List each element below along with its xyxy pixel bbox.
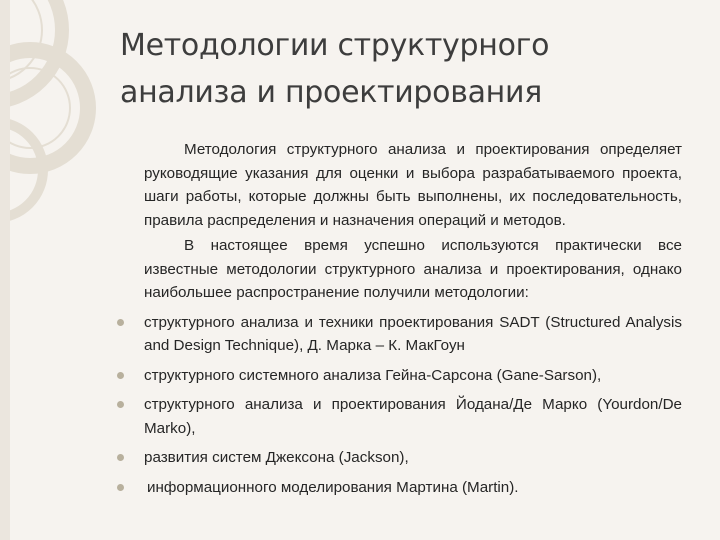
list-item xyxy=(144,476,682,500)
methodology-list xyxy=(144,311,682,500)
list-item-text: развития систем Джексона (Jackson), xyxy=(144,449,409,466)
list-item-text: структурного анализа и техники проектирования SADT (Structured Analysis and Design Technique), Д. Марка – К. МакГоун xyxy=(144,313,682,354)
list-item xyxy=(144,393,682,440)
list-item-text: структурного анализа и проектирования Йодана/Де Марко (Yourdon/De Marko), xyxy=(144,396,682,437)
intro-paragraph: Методология структурного анализа и проектирования определяет руководящие указания для оценки и выбора разрабатываемого проекта, шаги работы, которые должны быть выполнены, их последовательность, правила распределения и назначения операций и методов. xyxy=(144,141,682,229)
bullet-icon xyxy=(117,454,124,461)
title-line-2: анализа и проектирования xyxy=(120,75,542,110)
list-item xyxy=(144,446,682,470)
bullet-icon xyxy=(117,319,124,326)
title-line-1: Методологии структурного xyxy=(120,28,550,63)
decorative-circles xyxy=(0,0,110,540)
bullet-icon xyxy=(117,484,124,491)
list-item xyxy=(144,364,682,388)
page-title xyxy=(120,22,680,116)
content-body xyxy=(144,138,682,499)
bullet-icon xyxy=(117,372,124,379)
bullet-icon xyxy=(117,401,124,408)
list-item-text: информационного моделирования Мартина (Martin). xyxy=(147,478,519,496)
list-item-text: структурного системного анализа Гейна-Сарсона (Gane-Sarson), xyxy=(144,366,602,384)
methodologies-paragraph: В настоящее время успешно используются практически все известные методологии структурного анализа и проектирования, однако наибольшее распространение получили методологии: xyxy=(144,237,682,301)
list-item xyxy=(144,311,682,358)
